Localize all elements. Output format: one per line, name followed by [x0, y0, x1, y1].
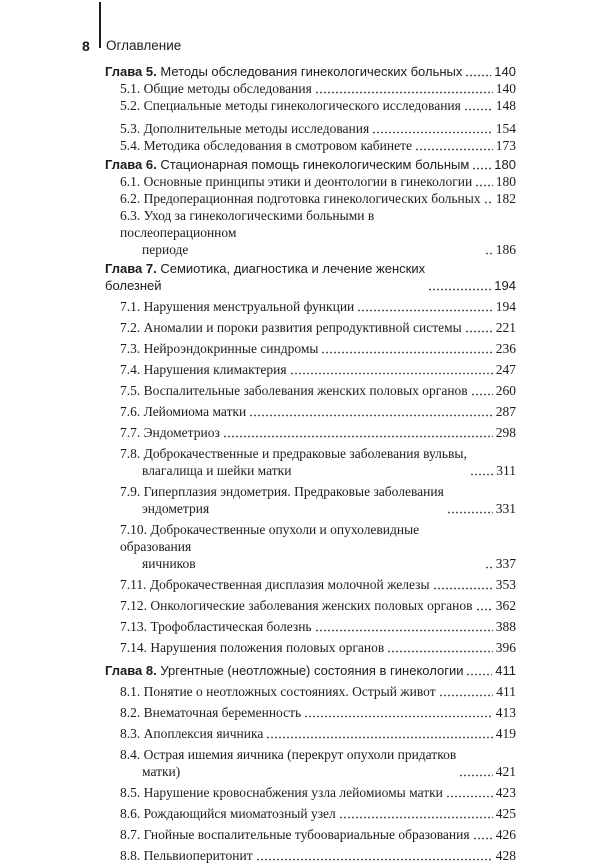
toc-item[interactable] [105, 319, 516, 336]
dot-leader [415, 138, 493, 151]
toc-item[interactable] [105, 784, 516, 801]
item-title: 6.2. Предоперационная подготовка гинекологических больных [120, 191, 481, 206]
page-ref: 425 [495, 806, 516, 821]
dot-leader [372, 121, 493, 134]
toc-chapter-8[interactable] [105, 662, 516, 679]
dot-leader [339, 806, 493, 819]
toc-item[interactable] [105, 97, 516, 114]
toc-item[interactable] [105, 445, 516, 479]
dot-leader [249, 404, 492, 417]
page-ref: 396 [495, 640, 516, 655]
dot-leader [290, 362, 493, 375]
page-ref: 353 [495, 577, 516, 592]
item-title-line-2: периоде [142, 242, 189, 257]
page-ref: 186 [495, 242, 516, 257]
page-ref: 260 [495, 383, 516, 398]
page-ref: 194 [494, 278, 516, 293]
dot-leader [315, 619, 493, 632]
dot-leader [433, 577, 493, 590]
page-ref: 140 [494, 64, 516, 79]
dot-leader [439, 684, 494, 697]
toc-item[interactable] [105, 120, 516, 137]
toc-item[interactable] [105, 597, 516, 614]
item-title: 7.7. Эндометриоз [120, 425, 220, 440]
chapter-title: Стационарная помощь гинекологическим больным [160, 157, 470, 172]
dot-leader [446, 785, 493, 798]
page-number: 8 [82, 38, 90, 54]
toc-item[interactable] [105, 207, 516, 258]
dot-leader [321, 341, 492, 354]
toc-item[interactable] [105, 80, 516, 97]
toc-item[interactable] [105, 521, 516, 572]
toc-item[interactable] [105, 826, 516, 843]
item-title-line-1: 8.4. Острая ишемия яичника (перекрут опухоли придатков [120, 747, 457, 762]
item-title: 5.1. Общие методы обследования [120, 81, 312, 96]
dot-leader [357, 299, 492, 312]
item-title: 5.4. Методика обследования в смотровом кабинете [120, 138, 413, 153]
toc-item[interactable] [105, 483, 516, 517]
toc-item[interactable] [105, 361, 516, 378]
dot-leader [485, 242, 493, 255]
item-title: 8.8. Пельвиоперитонит [120, 848, 253, 863]
page-ref: 411 [496, 684, 516, 699]
item-title: 7.1. Нарушения менструальной функции [120, 299, 355, 314]
chapter-title: Ургентные (неотложные) состояния в гинекологии [160, 663, 464, 678]
toc-chapter-5[interactable] [105, 63, 516, 80]
item-title-line-2: эндометрия [142, 501, 210, 516]
dot-leader [465, 320, 493, 333]
toc-item[interactable] [105, 683, 516, 700]
dot-leader [473, 827, 493, 840]
item-title-line-1: 7.8. Доброкачественные и предраковые заболевания вульвы, [120, 446, 467, 461]
item-title: 7.11. Доброкачественная дисплазия молочной железы [120, 577, 430, 592]
item-title: 7.3. Нейроэндокринные синдромы [120, 341, 319, 356]
page-ref: 247 [495, 362, 516, 377]
toc-item[interactable] [105, 382, 516, 399]
dot-leader [470, 463, 493, 476]
page-ref: 337 [495, 556, 516, 571]
page-ref: 236 [495, 341, 516, 356]
item-title: 8.3. Апоплексия яичника [120, 726, 264, 741]
toc-item[interactable] [105, 639, 516, 656]
page-ref: 411 [495, 663, 516, 678]
page-ref: 194 [495, 299, 516, 314]
toc-item[interactable] [105, 190, 516, 207]
page-ref: 182 [495, 191, 516, 206]
table-of-contents [105, 63, 516, 864]
toc-item[interactable] [105, 704, 516, 721]
item-title: 5.3. Дополнительные методы исследования [120, 121, 370, 136]
page-ref: 362 [495, 598, 516, 613]
item-title-line-2: яичников [142, 556, 196, 571]
toc-item[interactable] [105, 576, 516, 593]
dot-leader [472, 157, 491, 170]
dot-leader [484, 191, 493, 204]
dot-leader [223, 425, 493, 438]
dot-leader [387, 640, 493, 653]
toc-item[interactable] [105, 137, 516, 154]
page-ref: 419 [495, 726, 516, 741]
item-title: 8.2. Внематочная беременность [120, 705, 302, 720]
toc-item[interactable] [105, 298, 516, 315]
chapter-label: Глава 7. [105, 261, 157, 276]
page-ref: 140 [495, 81, 516, 96]
dot-leader [266, 726, 492, 739]
toc-item[interactable] [105, 618, 516, 635]
page-ref: 413 [495, 705, 516, 720]
dot-leader [485, 556, 493, 569]
dot-leader [466, 663, 492, 676]
chapter-title-line-1: Семиотика, диагностика и лечение женских [160, 261, 426, 276]
running-head-title: Оглавление [106, 38, 182, 53]
dot-leader [304, 705, 493, 718]
item-title: 6.1. Основные принципы этики и деонтологии в гинекологии [120, 174, 473, 189]
page-ref: 388 [495, 619, 516, 634]
dot-leader [464, 98, 493, 111]
dot-leader [459, 764, 493, 777]
chapter-label: Глава 6. [105, 157, 157, 172]
page-ref: 423 [495, 785, 516, 800]
page-ref: 426 [495, 827, 516, 842]
page-ref: 428 [495, 848, 516, 863]
item-title-line-2: влагалища и шейки матки [142, 463, 292, 478]
page-ref: 180 [495, 174, 516, 189]
chapter-title: Методы обследования гинекологических больных [160, 64, 463, 79]
toc-item[interactable] [105, 403, 516, 420]
item-title-line-2: матки) [142, 764, 181, 779]
item-title: 5.2. Специальные методы гинекологического исследования [120, 98, 461, 113]
page-ref: 421 [495, 764, 516, 779]
page-ref: 287 [495, 404, 516, 419]
item-title: 7.6. Лейомиома матки [120, 404, 247, 419]
dot-leader [465, 64, 491, 77]
item-title-line-1: 7.9. Гиперплазия эндометрия. Предраковые заболевания [120, 484, 444, 499]
page-ref: 298 [495, 425, 516, 440]
item-title: 7.12. Онкологические заболевания женских половых органов [120, 598, 473, 613]
dot-leader [476, 598, 493, 611]
header-rule [99, 2, 101, 48]
chapter-label: Глава 8. [105, 663, 157, 678]
item-title: 7.2. Аномалии и пороки развития репродуктивной системы [120, 320, 462, 335]
dot-leader [315, 81, 493, 94]
page-ref: 154 [495, 121, 516, 136]
toc-item[interactable] [105, 340, 516, 357]
dot-leader [447, 501, 493, 514]
item-title: 8.6. Рождающийся миоматозный узел [120, 806, 336, 821]
toc-item[interactable] [105, 847, 516, 864]
item-title: 7.5. Воспалительные заболевания женских половых органов [120, 383, 468, 398]
page-ref: 173 [495, 138, 516, 153]
chapter-label: Глава 5. [105, 64, 157, 79]
toc-item[interactable] [105, 424, 516, 441]
dot-leader [475, 174, 493, 187]
item-title: 7.4. Нарушения климактерия [120, 362, 287, 377]
toc-item[interactable] [105, 746, 516, 780]
item-title: 7.13. Трофобластическая болезнь [120, 619, 312, 634]
dot-leader [428, 278, 491, 291]
page-ref: 221 [495, 320, 516, 335]
toc-item[interactable] [105, 805, 516, 822]
toc-item[interactable] [105, 173, 516, 190]
toc-item[interactable] [105, 725, 516, 742]
item-title-line-1: 7.10. Доброкачественные опухоли и опухолевидные образования [120, 522, 420, 554]
page-ref: 331 [495, 501, 516, 516]
toc-chapter-6[interactable] [105, 156, 516, 173]
item-title: 8.1. Понятие о неотложных состояниях. Острый живот [120, 684, 436, 699]
item-title: 8.7. Гнойные воспалительные тубоовариальные образования [120, 827, 470, 842]
item-title-line-1: 6.3. Уход за гинекологическими больными в послеоперационном [120, 208, 375, 240]
page-ref: 311 [496, 463, 516, 478]
dot-leader [471, 383, 493, 396]
page-ref: 148 [495, 98, 516, 113]
toc-chapter-7[interactable] [105, 260, 516, 294]
chapter-title-line-2: болезней [105, 278, 162, 293]
item-title: 7.14. Нарушения положения половых органов [120, 640, 385, 655]
item-title: 8.5. Нарушение кровоснабжения узла лейомиомы матки [120, 785, 443, 800]
page-ref: 180 [494, 157, 516, 172]
dot-leader [256, 848, 493, 861]
